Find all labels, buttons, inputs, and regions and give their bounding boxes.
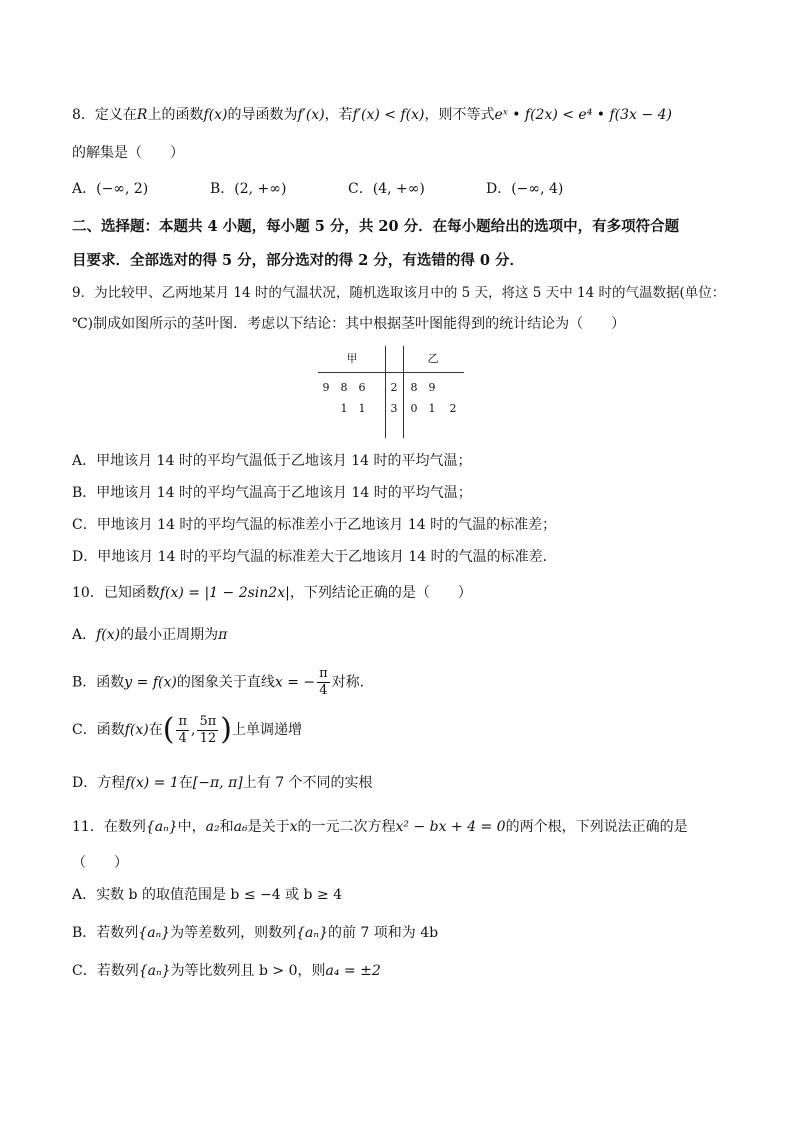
q11-text: 中， (177, 819, 206, 835)
stem-leaf-right-leaf: 2 (449, 402, 457, 415)
q8-condition: f′(x) < f(x) (352, 107, 425, 123)
q11-a6: a₆ (233, 819, 248, 835)
stem-leaf-divider-right (403, 346, 404, 438)
q11-option-c[interactable] (72, 960, 381, 982)
fraction-numerator: 5π (199, 713, 217, 729)
q11-text: B．若数列 (72, 925, 139, 941)
q10-text: 上单调递增 (232, 722, 302, 738)
q8-option-d[interactable]: D．(−∞, 4) (486, 181, 564, 197)
fraction-denominator: 4 (319, 683, 328, 698)
q11-text: 和 (219, 819, 234, 835)
q8-text: 上的函数 (147, 107, 204, 123)
q11-text: 为等差数列，则数列 (170, 925, 297, 941)
q10-text: 在 (178, 775, 193, 791)
q10-pi: π (218, 627, 228, 643)
q10-function: f(x) = |1 − 2sin2x| (159, 585, 290, 601)
q11-equation: x² − bx + 4 = 0 (395, 819, 506, 835)
q11-text: 的两个根，下列说法正确的是 (505, 819, 688, 835)
q8-options (72, 178, 624, 200)
fraction-denominator: 4 (178, 730, 187, 746)
q10-option-a[interactable] (72, 624, 227, 646)
q9-option-a[interactable]: A．甲地该月 14 时的平均气温低于乙地该月 14 时的平均气温； (72, 453, 472, 469)
stem-leaf-left-leaf: 8 (340, 381, 348, 394)
stem-leaf-right-header: 乙 (427, 352, 439, 365)
stem-leaf-left-header: 甲 (346, 352, 358, 365)
q10-stem (72, 582, 472, 604)
q10-fraction (176, 714, 189, 747)
right-paren-icon: ) (220, 712, 232, 747)
q11-option-a[interactable]: A．实数 b 的取值范围是 b ≤ −4 或 b ≥ 4 (72, 887, 343, 903)
q10-expr: f(x) = 1 (125, 775, 179, 791)
stem-leaf-right-leaf: 8 (410, 381, 418, 394)
stem-leaf-right-leaf: 9 (428, 381, 436, 394)
q11-seq: {aₙ} (296, 925, 328, 941)
q10-text: 上有 7 个不同的实根 (242, 775, 373, 791)
q9-option-b[interactable]: B．甲地该月 14 时的平均气温高于乙地该月 14 时的平均气温； (72, 485, 472, 501)
stem-leaf-header-rule (318, 372, 464, 373)
q9-stem-line1: 9．为比较甲、乙两地某月 14 时的气温状况，随机选取该月中的 5 天，将这 5 天中 14 时的气温数据(单位： (72, 285, 726, 301)
q10-expr: f(x) (124, 722, 149, 738)
stem-leaf-left-leaf: 6 (358, 381, 366, 394)
q10-text: 10．已知函数 (72, 585, 160, 601)
q8-R: R (136, 107, 148, 123)
q10-option-b[interactable] (72, 666, 364, 699)
stem-leaf-stem: 2 (390, 381, 398, 394)
fraction-numerator: π (178, 713, 187, 729)
q10-fraction (197, 714, 218, 747)
q10-text: B．函数 (72, 674, 125, 691)
q10-text: 的图象关于直线 (176, 674, 275, 691)
q11-text: C．若数列 (72, 963, 139, 979)
q10-expr: x = − (274, 674, 316, 691)
q10-expr: y = f(x) (124, 674, 177, 691)
q10-text: 对称. (331, 674, 365, 691)
stem-leaf-right-leaf: 0 (410, 402, 418, 415)
q10-interval: [−π, π] (192, 775, 243, 791)
q8-stem-line1 (72, 104, 672, 126)
q10-text: A． (72, 627, 97, 643)
q11-a4: a₄ = ±2 (325, 963, 381, 979)
q11-a2: a₂ (205, 819, 220, 835)
q10-text: 在 (148, 722, 163, 738)
section2-heading-line2: 目要求．全部选对的得 5 分，部分选对的得 2 分，有选错的得 0 分． (72, 252, 525, 269)
q11-seq: {aₙ} (138, 963, 171, 979)
q11-text: 的前 7 项和为 4b (327, 925, 439, 941)
fraction-denominator: 12 (199, 730, 217, 746)
q10-text: C．函数 (72, 722, 125, 738)
q11-stem (72, 816, 688, 838)
fraction-numerator: π (319, 666, 328, 681)
q10-text: 的最小正周期为 (120, 627, 219, 643)
q10-text: ，下列结论正确的是（ ） (289, 585, 472, 601)
q11-option-b[interactable] (72, 922, 438, 944)
q11-text: 为等比数列且 b > 0，则 (170, 963, 326, 979)
q10-fraction (317, 666, 330, 699)
stem-leaf-plot (318, 346, 468, 438)
q8-fx: f(x) (203, 107, 228, 123)
q11-text: 的一元二次方程 (297, 819, 396, 835)
q8-inequality: eˣ • f(2x) < e⁴ • f(3x − 4) (494, 107, 672, 123)
stem-leaf-left-leaf: 9 (322, 381, 330, 394)
q8-text: 8．定义在 (72, 107, 137, 123)
q9-option-c[interactable]: C．甲地该月 14 时的平均气温的标准差小于乙地该月 14 时的气温的标准差； (72, 517, 557, 533)
stem-leaf-left-leaf: 1 (358, 402, 366, 415)
q8-option-c[interactable]: C．(4, +∞) (348, 181, 425, 197)
q8-text: 的导函数为 (227, 107, 298, 123)
q8-stem-line2: 的解集是（ ） (72, 145, 184, 161)
q11-seq: {aₙ} (138, 925, 171, 941)
q9-option-d[interactable]: D．甲地该月 14 时的平均气温的标准差大于乙地该月 14 时的气温的标准差． (72, 549, 557, 565)
q8-fpx: f′(x) (297, 107, 325, 123)
q11-x: x (289, 819, 298, 835)
q10-option-d[interactable] (72, 772, 373, 794)
q10-option-c[interactable]: C．函数f(x)在( $\frac{\pi}{4}$ , $\frac{5\pi}{12}$ )上单调递增 (72, 712, 302, 747)
q8-option-a[interactable]: A．(−∞, 2) (72, 181, 149, 197)
q8-option-b[interactable]: B．(2, +∞) (210, 181, 287, 197)
stem-leaf-stem: 3 (390, 402, 398, 415)
q10-expr: f(x) (96, 627, 121, 643)
q11-seq: {aₙ} (145, 819, 178, 835)
q11-paren: （ ） (72, 855, 128, 871)
q11-text: 11．在数列 (72, 819, 146, 835)
left-paren-icon: ( (162, 712, 175, 747)
stem-leaf-right-leaf: 1 (428, 402, 436, 415)
q9-stem-line2: ℃)制成如图所示的茎叶图．考虑以下结论：其中根据茎叶图能得到的统计结论为（ ） (72, 316, 626, 332)
q11-text: 是关于 (247, 819, 290, 835)
stem-leaf-left-leaf: 1 (340, 402, 348, 415)
q8-text: ，若 (324, 107, 353, 123)
q10-text: D．方程 (72, 775, 126, 791)
section2-heading-line1: 二、选择题：本题共 4 小题，每小题 5 分，共 20 分．在每小题给出的选项中，有多项符合题 (72, 218, 680, 235)
q8-text: ，则不等式 (424, 107, 495, 123)
